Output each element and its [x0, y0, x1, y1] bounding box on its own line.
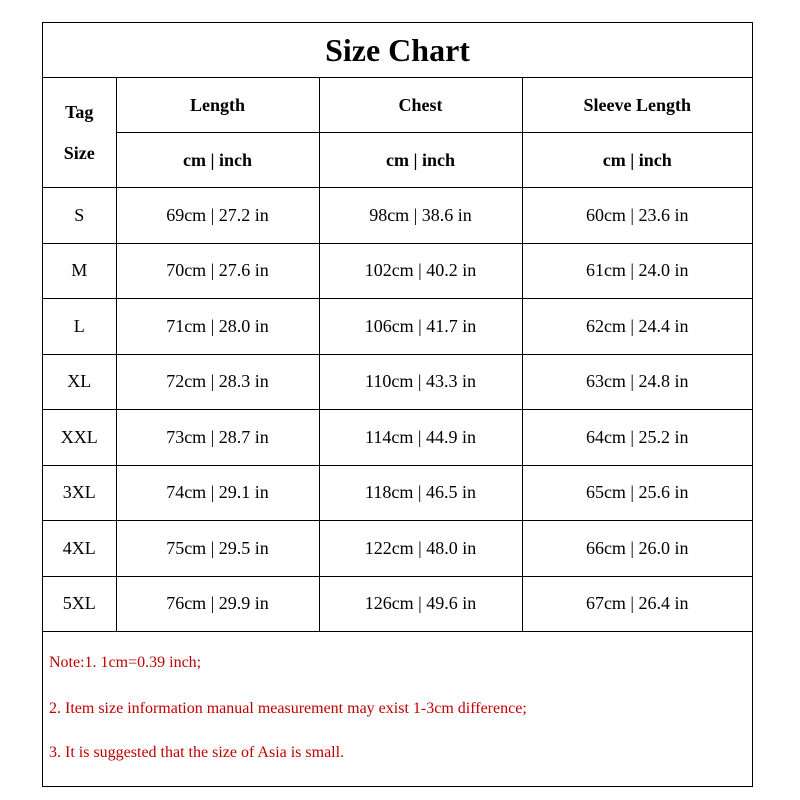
sleeve-cell: 60cm | 23.6 in	[522, 188, 752, 244]
chest-cell: 102cm | 40.2 in	[319, 243, 522, 299]
length-cell: 76cm | 29.9 in	[116, 576, 319, 632]
length-cell: 71cm | 28.0 in	[116, 299, 319, 355]
table-row	[43, 521, 752, 577]
length-header: Length	[116, 78, 319, 133]
length-cell: 73cm | 28.7 in	[116, 410, 319, 466]
sleeve-cell: 67cm | 26.4 in	[522, 576, 752, 632]
note-2: 2. Item size information manual measurement may exist 1-3cm difference;	[49, 700, 527, 717]
chest-cell: 106cm | 41.7 in	[319, 299, 522, 355]
table-row	[43, 354, 752, 410]
sleeve-cell: 62cm | 24.4 in	[522, 299, 752, 355]
size-cell: 4XL	[43, 521, 116, 577]
chest-header: Chest	[319, 78, 522, 133]
size-cell: 3XL	[43, 465, 116, 521]
length-cell: 69cm | 27.2 in	[116, 188, 319, 244]
size-chart	[42, 22, 753, 787]
sleeve-cell: 64cm | 25.2 in	[522, 410, 752, 466]
note-3: 3. It is suggested that the size of Asia is small.	[49, 744, 345, 761]
length-cell: 72cm | 28.3 in	[116, 354, 319, 410]
sleeve-cell: 65cm | 25.6 in	[522, 465, 752, 521]
note-1: Note:1. 1cm=0.39 inch;	[49, 654, 202, 671]
size-table	[43, 78, 752, 632]
size-cell: XL	[43, 354, 116, 410]
table-row	[43, 465, 752, 521]
table-row	[43, 243, 752, 299]
table-row	[43, 410, 752, 466]
chart-title: Size Chart	[43, 23, 752, 78]
length-cell: 75cm | 29.5 in	[116, 521, 319, 577]
chest-cell: 110cm | 43.3 in	[319, 354, 522, 410]
length-unit-header: cm | inch	[116, 133, 319, 188]
sleeve-unit-header: cm | inch	[522, 133, 752, 188]
sleeve-length-header: Sleeve Length	[522, 78, 752, 133]
tag-header-line1: Tag	[65, 101, 94, 122]
chest-cell: 98cm | 38.6 in	[319, 188, 522, 244]
tag-header-line2: Size	[63, 142, 95, 163]
size-cell: XXL	[43, 410, 116, 466]
sleeve-cell: 63cm | 24.8 in	[522, 354, 752, 410]
size-cell: L	[43, 299, 116, 355]
length-cell: 70cm | 27.6 in	[116, 243, 319, 299]
table-row	[43, 299, 752, 355]
size-cell: S	[43, 188, 116, 244]
table-row	[43, 188, 752, 244]
chest-unit-header: cm | inch	[319, 133, 522, 188]
chest-cell: 126cm | 49.6 in	[319, 576, 522, 632]
chest-cell: 122cm | 48.0 in	[319, 521, 522, 577]
chest-cell: 114cm | 44.9 in	[319, 410, 522, 466]
sleeve-cell: 66cm | 26.0 in	[522, 521, 752, 577]
length-cell: 74cm | 29.1 in	[116, 465, 319, 521]
chest-cell: 118cm | 46.5 in	[319, 465, 522, 521]
sleeve-cell: 61cm | 24.0 in	[522, 243, 752, 299]
size-cell: 5XL	[43, 576, 116, 632]
table-row	[43, 576, 752, 632]
tag-size-header	[43, 78, 116, 188]
size-cell: M	[43, 243, 116, 299]
